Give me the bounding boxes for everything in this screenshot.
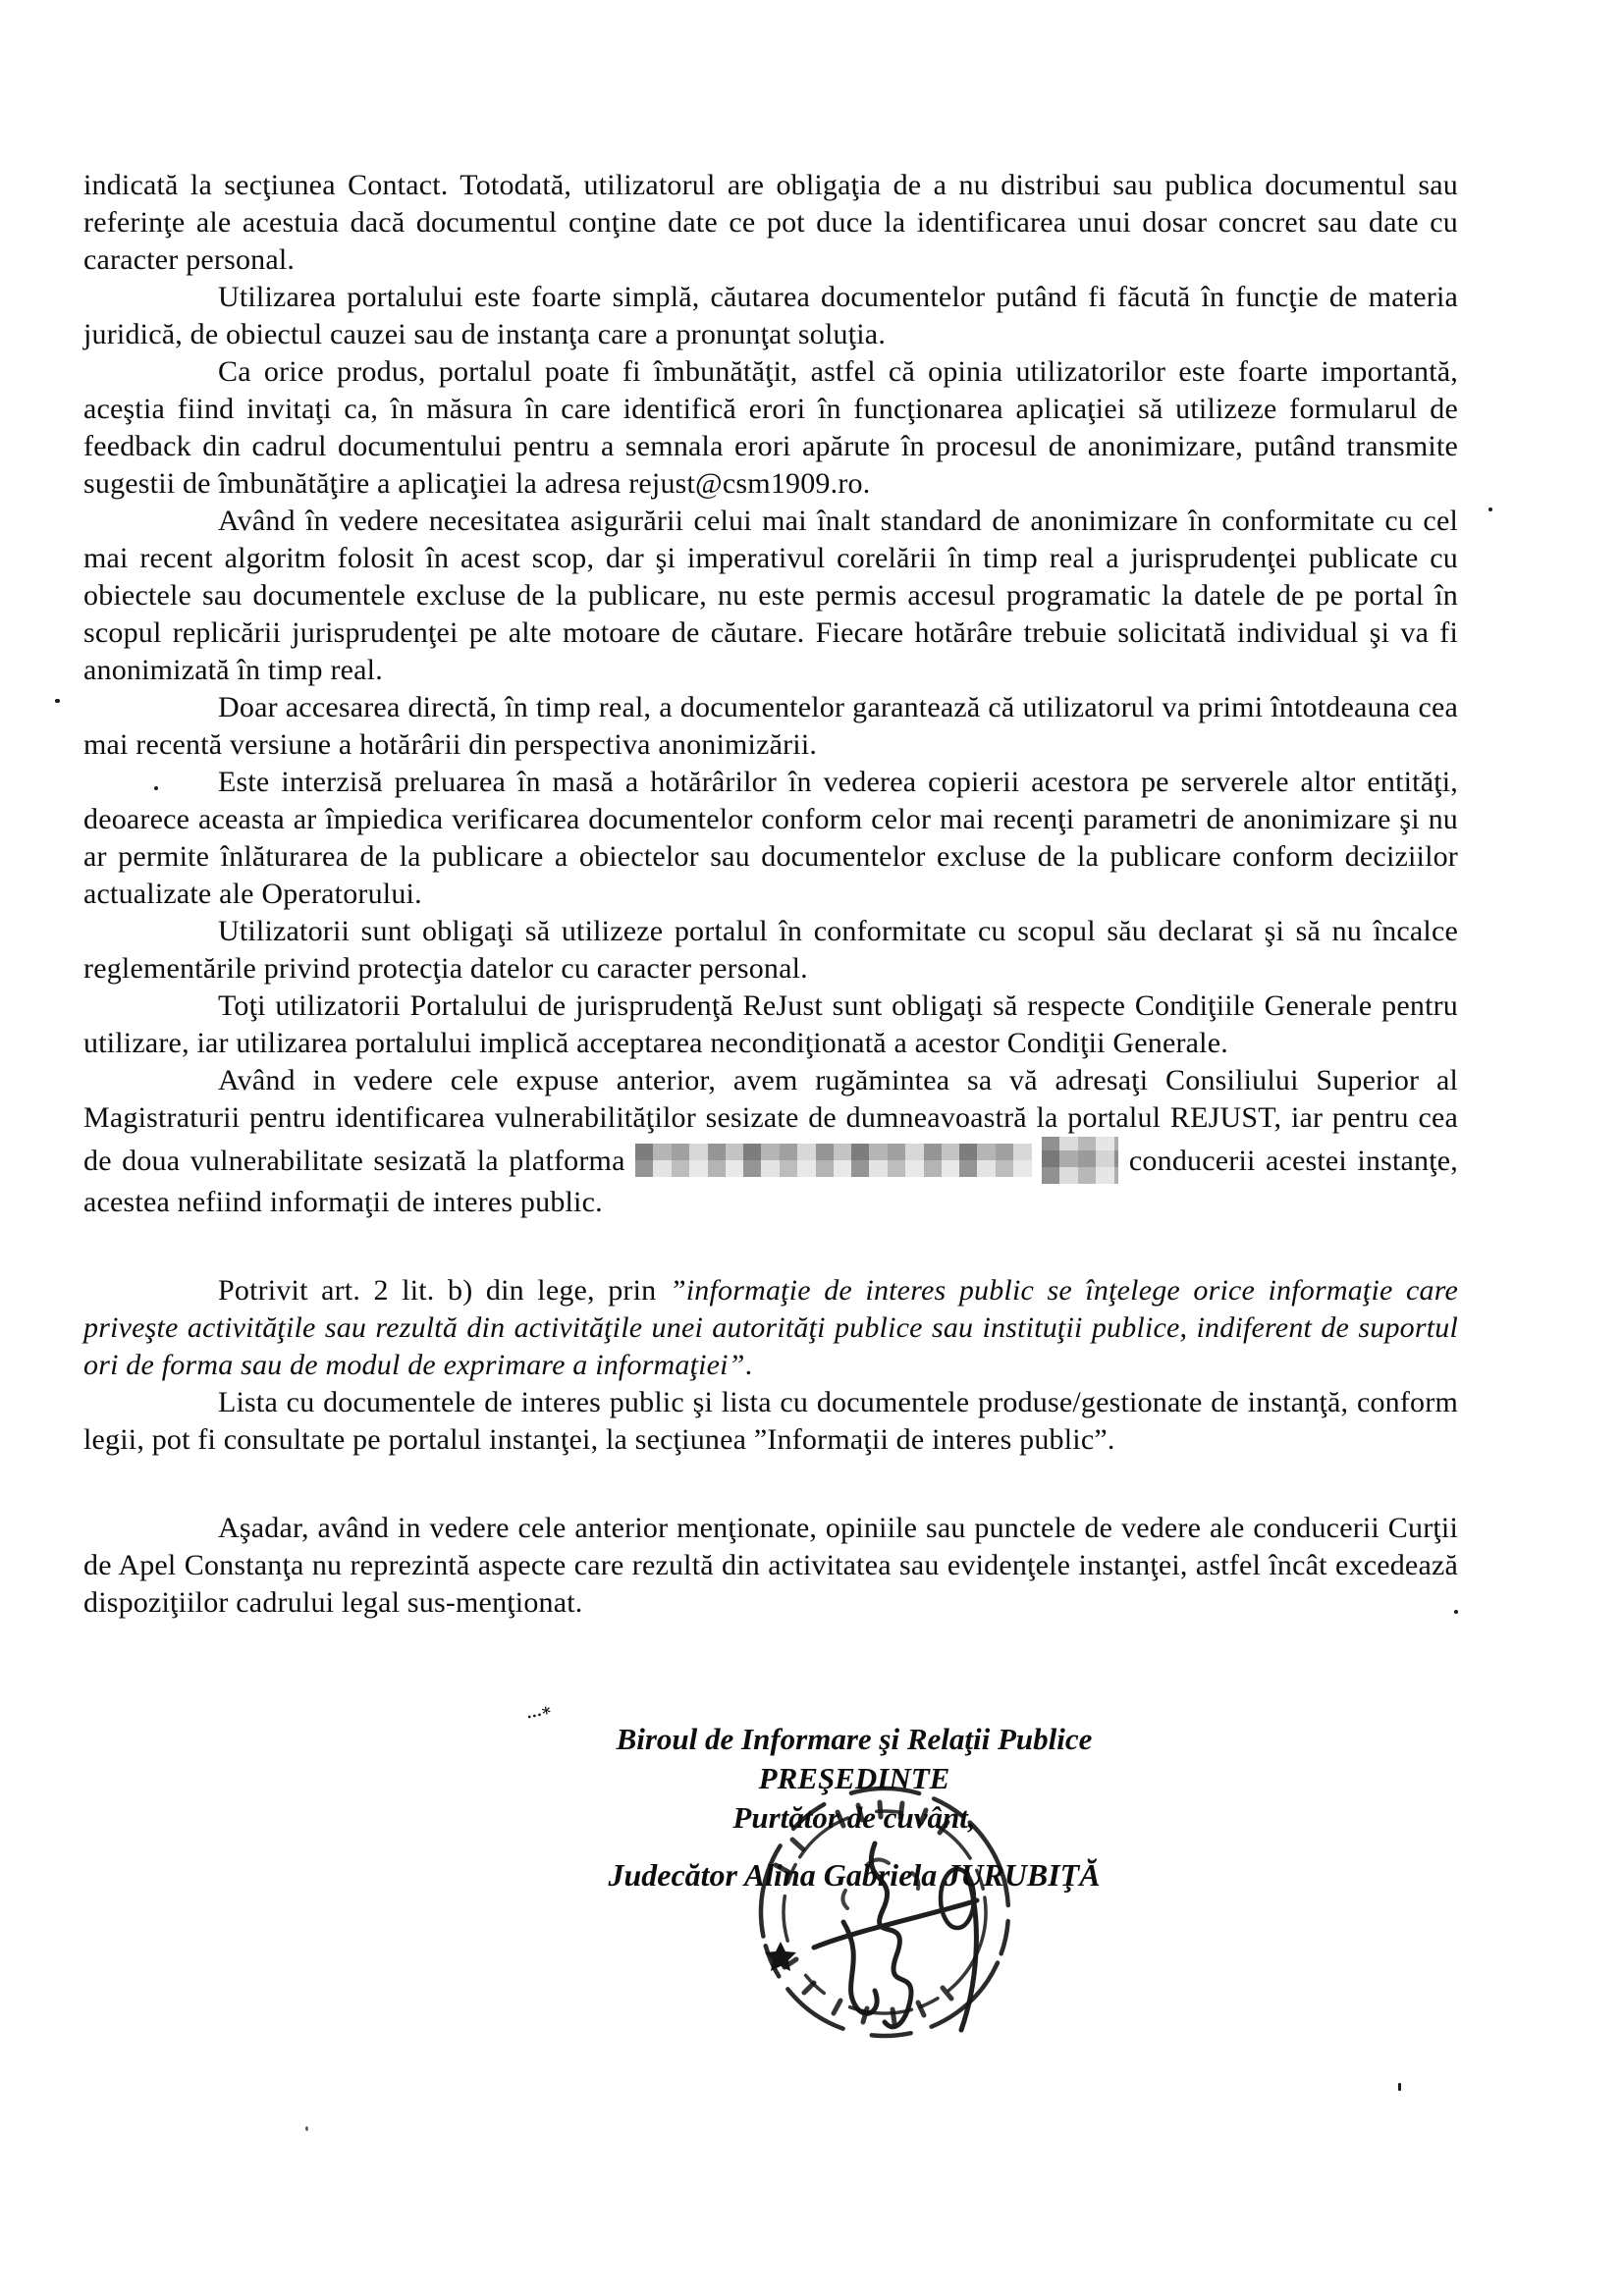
scan-speck [55,699,60,703]
scan-speck [1488,507,1492,511]
text-run: conducerii acestei instanţe, acestea nefiind informaţii de interes public. [83,1145,1459,1218]
text-run: Utilizarea portalului este foarte simplă, căutarea documentelor putând fi făcută în funcţie de materia juridică, de obiectul cauzei sau de instanţa care a pronunţat soluţia. [83,281,1458,350]
scan-speck [1398,2083,1401,2091]
text-run: Utilizatorii sunt obligaţi să utilizeze portalul în conformitate cu scopul său declarat şi să nu încalce reglementările privind protecţia datelor cu caracter personal. [83,915,1458,985]
text-run: Lista cu documentele de interes public şi lista cu documentele produse/gestionate de instanţă, conform legii, pot fi consultate pe portalul instanţei, la secţiunea ”Informaţii de interes public”. [83,1386,1458,1456]
paragraph [83,353,1458,503]
text-run: Ca orice produs, portalul poate fi îmbunătăţit, astfel că opinia utilizatorilor este foarte importantă, aceştia fiind invitaţi ca, în măsura în care identifică erori în funcţionarea aplicaţiei să utilizeze formularul de feedback din cadrul documentului pentru a semnala erori apărute în procesul de anonimizare, putând transmite sugestii de îmbunătăţire a aplicaţiei la adresa rejust@csm1909.ro. [83,355,1458,500]
scan-speck [305,2126,308,2131]
text-run: ”informaţie de interes public se înţelege orice informaţie care priveşte activităţile sau rezultă din activităţile unei autorităţi publice sau instituţii publice, indiferent de suportul ori de forma sau de modul de exprimare a informaţiei” [83,1274,1458,1381]
document-body [83,167,1458,1622]
text-run: Având in vedere cele expuse anterior, avem rugămintea sa vă adresaţi Consiliului Superior al Magistraturii pentru identificarea vulnerabilităţilor sesizate de dumneavoastră la portalul REJUST, iar pentru cea de doua vulnerabilitate sesizată la platforma [83,1064,1458,1177]
signature-office: Biroul de Informare şi Relaţii Publice [616,1722,1093,1756]
pen-mark: ...⁎ [524,1698,554,1723]
text-run: Toţi utilizatorii Portalului de jurisprudenţă ReJust sunt obligaţi să respecte Condiţiile Generale pentru utilizare, iar utilizarea portalului implică acceptarea necondiţionată a acestor Condiţii Generale. [83,989,1458,1059]
text-run: Doar accesarea directă, în timp real, a documentelor garantează că utilizatorul va primi întotdeauna cea mai recentă versiune a hotărârii din perspectiva anonimizării. [83,691,1458,761]
redaction-pixelated [635,1144,1032,1177]
signature-role: Purtător de cuvânt, [732,1800,976,1835]
text-run: Este interzisă preluarea în masă a hotărârilor în vederea copierii acestora pe serverele altor entităţi, deoarece aceasta ar împiedica verificarea documentelor conform celor mai recenţi parametri de anonimizare şi nu ar permite înlăturarea de la publicare a obiectelor sau documentelor excluse de la publicare conform deciziilor actualizate ale Operatorului. [83,766,1458,910]
text-run [1032,1145,1042,1177]
signature-title: PREŞEDINTE [758,1761,950,1795]
redaction-pixelated [1042,1137,1118,1184]
scan-speck [1454,1610,1458,1614]
text-run: . [744,1349,753,1381]
paragraph [83,764,1458,913]
text-run: indicată la secţiunea Contact. Totodată, utilizatorul are obligaţia de a nu distribui sau publica documentul sau referinţe ale acestuia dacă documentul conţine date ce pot duce la identificarea unui dosar concret sau date cu caracter personal. [83,169,1458,276]
text-run: Având în vedere necesitatea asigurării celui mai înalt standard de anonimizare în conformitate cu cel mai recent algoritm folosit în acest scop, dar şi imperativul corelării în timp real a jurisprudenţei publicate cu obiectele sau documentele excluse de la publicare, nu este permis accesul programatic la datele de pe portal în scopul replicării jurisprudenţei pe alte motoare de căutare. Fiecare hotărâre trebuie solicitată individual şi va fi anonimizată în timp real. [83,505,1458,686]
paragraph [83,167,1458,279]
paragraph [83,1062,1458,1221]
text-run: Aşadar, având in vedere cele anterior menţionate, opiniile sau punctele de vedere ale conducerii Curţii de Apel Constanţa nu reprezintă aspecte care rezultă din activitatea sau evidenţele instanţei, astfel încât excedează dispoziţiilor cadrului legal sus-menţionat. [83,1512,1458,1619]
paragraph [83,1384,1458,1459]
paragraph [83,1510,1458,1622]
paragraph [83,689,1458,764]
signature-block [167,1720,1542,1895]
paragraph [83,279,1458,353]
signature-signer: Judecător Alina Gabriela JURUBIŢĂ [608,1857,1101,1893]
paragraph [83,988,1458,1062]
paragraph [83,503,1458,689]
scan-speck [154,786,158,790]
paragraph [83,1272,1458,1384]
text-run: Potrivit art. 2 lit. b) din lege, prin [218,1274,670,1307]
paragraph [83,913,1458,988]
